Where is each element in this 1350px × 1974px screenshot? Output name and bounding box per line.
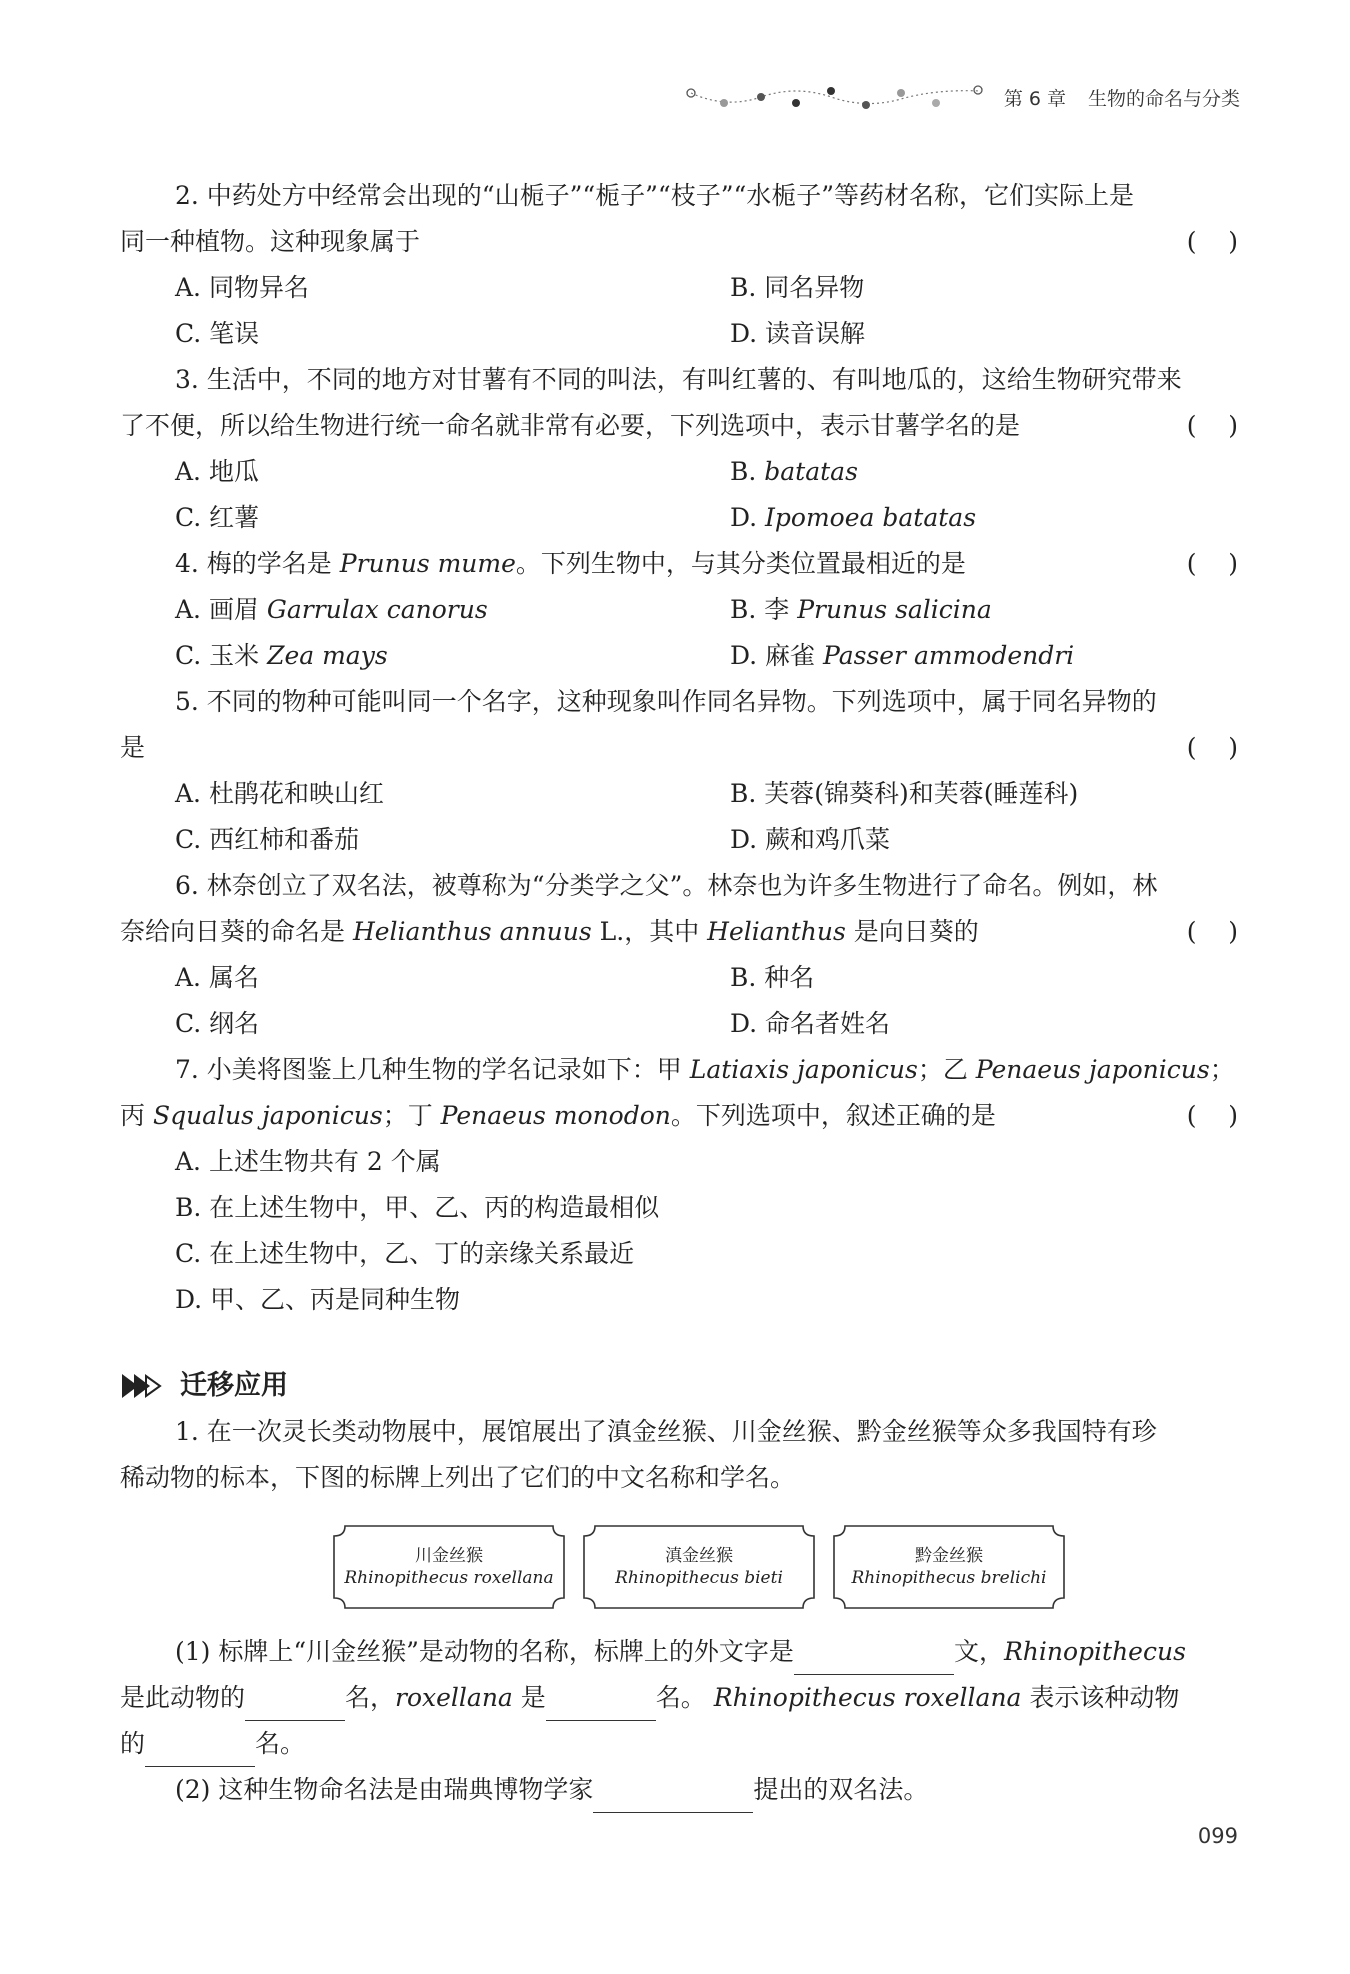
- answer-parenthesis: ( ): [1186, 227, 1238, 256]
- sub-question-1-latin-full: Rhinopithecus roxellana: [713, 1683, 1022, 1712]
- question-3-stem-line1: 3. 生活中，不同的地方对甘薯有不同的叫法，有叫红薯的、有叫地瓜的，这给生物研究带来: [175, 365, 1182, 394]
- sub-question-1-text-e: 名，: [345, 1683, 396, 1712]
- option-b-label: B.: [730, 457, 765, 486]
- option-a: A. 同物异名: [175, 273, 309, 302]
- sub-question-2-text-b: 提出的双名法。: [753, 1775, 929, 1804]
- option-b-label: B. 李: [730, 595, 798, 624]
- question-7-stem-line2: [120, 1093, 1238, 1139]
- sub-question-1-text-g: 是: [512, 1683, 546, 1712]
- plaque-text: [581, 1523, 817, 1611]
- option-d: D. 读音误解: [730, 319, 866, 348]
- double-arrow-icon: [120, 1371, 170, 1401]
- question-6-latin-1: Helianthus annuus: [352, 917, 592, 946]
- section-title: 迁移应用: [180, 1370, 288, 1401]
- option-d-label: D. 麻雀: [730, 641, 823, 670]
- sub-question-1-latin-genus: Rhinopithecus: [1003, 1637, 1186, 1666]
- option-a: A. 杜鹃花和映山红: [175, 779, 384, 808]
- question-7-line2-suffix: 。下列选项中，叙述正确的是: [670, 1101, 996, 1130]
- question-4-stem-prefix: 4. 梅的学名是: [175, 549, 340, 578]
- sub-question-1-text-h: 名。: [655, 1683, 706, 1712]
- question-7-options: [120, 1139, 1238, 1323]
- sub-question-2: [120, 1767, 1238, 1813]
- option-a: A. 地瓜: [175, 457, 259, 486]
- question-6-stem-line1: 6. 林奈创立了双名法，被尊称为“分类学之父”。林奈也为许多生物进行了命名。例如，林: [175, 871, 1158, 900]
- page-content: [120, 173, 1238, 1813]
- question-7-line2-prefix: 丙: [120, 1101, 153, 1130]
- question-6-stem-mid: L.，其中: [591, 917, 708, 946]
- question-5-stem-text: 是: [120, 733, 146, 762]
- answer-blank[interactable]: [593, 1784, 753, 1813]
- question-2-stem-line2: [120, 219, 1238, 265]
- question-4: [120, 541, 1238, 679]
- answer-parenthesis: ( ): [1186, 1101, 1238, 1130]
- question-3-options: [120, 449, 1238, 541]
- option-d: D. 甲、乙、丙是同种生物: [175, 1285, 461, 1314]
- question-5-options: [120, 771, 1238, 863]
- question-2-options: [120, 265, 1238, 357]
- question-3: [120, 357, 1238, 541]
- plaque: [331, 1523, 567, 1611]
- plaque-scientific-name: Rhinopithecus brelichi: [851, 1568, 1047, 1588]
- page-header: [686, 84, 1240, 111]
- question-6: [120, 863, 1238, 1047]
- option-b: B. 芙蓉(锦葵科)和芙蓉(睡莲科): [730, 779, 1079, 808]
- question-6-stem-prefix: 奈给向日葵的命名是: [120, 917, 353, 946]
- plaque-scientific-name: Rhinopithecus roxellana: [344, 1568, 554, 1588]
- option-d: [730, 495, 1238, 541]
- question-4-stem: [120, 541, 1238, 587]
- option-a: A. 上述生物共有 2 个属: [175, 1147, 441, 1176]
- section-heading: [120, 1363, 1238, 1409]
- question-5-stem-line1: 5. 不同的物种可能叫同一个名字，这种现象叫作同名异物。下列选项中，属于同名异物的: [175, 687, 1157, 716]
- question-2-stem-text: 同一种植物。这种现象属于: [120, 227, 421, 256]
- option-b: [730, 449, 1238, 495]
- plaque-text: [831, 1523, 1067, 1611]
- question-4-stem-suffix: 。下列生物中，与其分类位置最相近的是: [515, 549, 966, 578]
- sub-question-2-text-a: (2) 这种生物命名法是由瑞典博物学家: [175, 1775, 594, 1804]
- question-7-latin-2: Penaeus japonicus: [975, 1055, 1210, 1084]
- plaque: [581, 1523, 817, 1611]
- answer-parenthesis: ( ): [1186, 733, 1238, 762]
- option-c: C. 笔误: [175, 319, 260, 348]
- option-c: C. 西红柿和番茄: [175, 825, 360, 854]
- option-c-latin: Zea mays: [267, 641, 388, 670]
- plaque-chinese-name: 川金丝猴: [415, 1546, 483, 1566]
- sub-question-1-text-a: (1) 标牌上“川金丝猴”是动物的名称，标牌上的外文字是: [175, 1637, 794, 1666]
- option-a: A. 属名: [175, 963, 259, 992]
- question-6-latin-2: Helianthus: [707, 917, 846, 946]
- chapter-name: 生物的命名与分类: [1087, 88, 1240, 110]
- question-3-stem-line2: [120, 403, 1238, 449]
- chapter-title: [1004, 84, 1240, 111]
- question-7-stem-suffix: ；: [1209, 1055, 1235, 1084]
- question-7-line2-mid: ；丁: [382, 1101, 441, 1130]
- sub-question-1-line2: [120, 1675, 1238, 1721]
- option-d: D. 蕨和鸡爪菜: [730, 825, 891, 854]
- option-b: B. 种名: [730, 963, 815, 992]
- option-c-label: C. 玉米: [175, 641, 268, 670]
- question-6-stem-suffix: 是向日葵的: [845, 917, 979, 946]
- question-7-stem-mid: ；乙: [917, 1055, 976, 1084]
- option-b-latin: Prunus salicina: [797, 595, 992, 624]
- application-question-1-line1: 1. 在一次灵长类动物展中，展馆展出了滇金丝猴、川金丝猴、黔金丝猴等众多我国特有珍: [175, 1417, 1157, 1446]
- question-5: [120, 679, 1238, 863]
- chapter-number: 第 6 章: [1003, 88, 1066, 110]
- question-2: [120, 173, 1238, 357]
- option-b: B. 同名异物: [730, 273, 865, 302]
- answer-blank[interactable]: [245, 1692, 345, 1721]
- option-d-latin: Ipomoea batatas: [765, 503, 977, 532]
- question-3-stem-text: 了不便，所以给生物进行统一命名就非常有必要，下列选项中，表示甘薯学名的是: [120, 411, 1021, 440]
- plaque-scientific-name: Rhinopithecus bieti: [615, 1568, 783, 1588]
- question-6-stem-line2: [120, 909, 1238, 955]
- question-7-latin-4: Penaeus monodon: [440, 1101, 671, 1130]
- answer-parenthesis: ( ): [1186, 549, 1238, 578]
- option-a-latin: Garrulax canorus: [266, 595, 488, 624]
- answer-parenthesis: ( ): [1186, 411, 1238, 440]
- answer-blank[interactable]: [145, 1738, 255, 1767]
- question-2-stem-line1: 2. 中药处方中经常会出现的“山栀子”“栀子”“枝子”“水栀子”等药材名称，它们实际上是: [175, 181, 1135, 210]
- specimen-plaques: [160, 1523, 1238, 1611]
- option-c: C. 红薯: [175, 503, 260, 532]
- option-d-label: D.: [730, 503, 766, 532]
- option-a-label: A. 画眉: [175, 595, 267, 624]
- answer-parenthesis: ( ): [1186, 917, 1238, 946]
- question-7-stem-prefix: 7. 小美将图鉴上几种生物的学名记录如下：甲: [175, 1055, 690, 1084]
- sub-question-1-text-b: 文，: [953, 1637, 1004, 1666]
- option-c: C. 在上述生物中，乙、丁的亲缘关系最近: [175, 1239, 635, 1268]
- question-4-latin: Prunus mume: [339, 549, 516, 578]
- page-number: 099: [1197, 1824, 1238, 1848]
- plaque-chinese-name: 黔金丝猴: [915, 1546, 983, 1566]
- sub-question-1-line1: [120, 1629, 1238, 1675]
- sub-question-1-text-j: 表示该种动物: [1021, 1683, 1180, 1712]
- application-question-1-line2: 稀动物的标本，下图的标牌上列出了它们的中文名称和学名。: [120, 1463, 796, 1492]
- option-d-latin: Passer ammodendri: [823, 641, 1075, 670]
- sub-question-1-latin-species: roxellana: [395, 1683, 513, 1712]
- question-7-latin-1: Latiaxis japonicus: [689, 1055, 918, 1084]
- question-7-latin-3: Squalus japonicus: [152, 1101, 383, 1130]
- answer-blank[interactable]: [546, 1692, 656, 1721]
- sub-question-1-text-k: 的: [120, 1729, 146, 1758]
- sub-question-1-text-d: 是此动物的: [120, 1683, 246, 1712]
- question-7-stem-line1: [120, 1047, 1238, 1093]
- question-7: [120, 1047, 1238, 1323]
- option-b-latin: batatas: [764, 457, 858, 486]
- question-4-options: [120, 587, 1238, 679]
- question-6-options: [120, 955, 1238, 1047]
- option-d: D. 命名者姓名: [730, 1009, 891, 1038]
- option-b: B. 在上述生物中，甲、乙、丙的构造最相似: [175, 1193, 660, 1222]
- option-b: [730, 587, 1238, 633]
- sub-question-1-text-l: 名。: [255, 1729, 306, 1758]
- sub-question-1-line3: [120, 1721, 1238, 1767]
- decorative-dots-icon: [686, 85, 986, 111]
- option-c: [175, 633, 730, 679]
- plaque-chinese-name: 滇金丝猴: [665, 1546, 733, 1566]
- plaque: [831, 1523, 1067, 1611]
- answer-blank[interactable]: [794, 1646, 954, 1675]
- question-5-stem-line2: [120, 725, 1238, 771]
- option-c: C. 纲名: [175, 1009, 260, 1038]
- plaque-text: [331, 1523, 567, 1611]
- option-a: [175, 587, 730, 633]
- option-d: [730, 633, 1238, 679]
